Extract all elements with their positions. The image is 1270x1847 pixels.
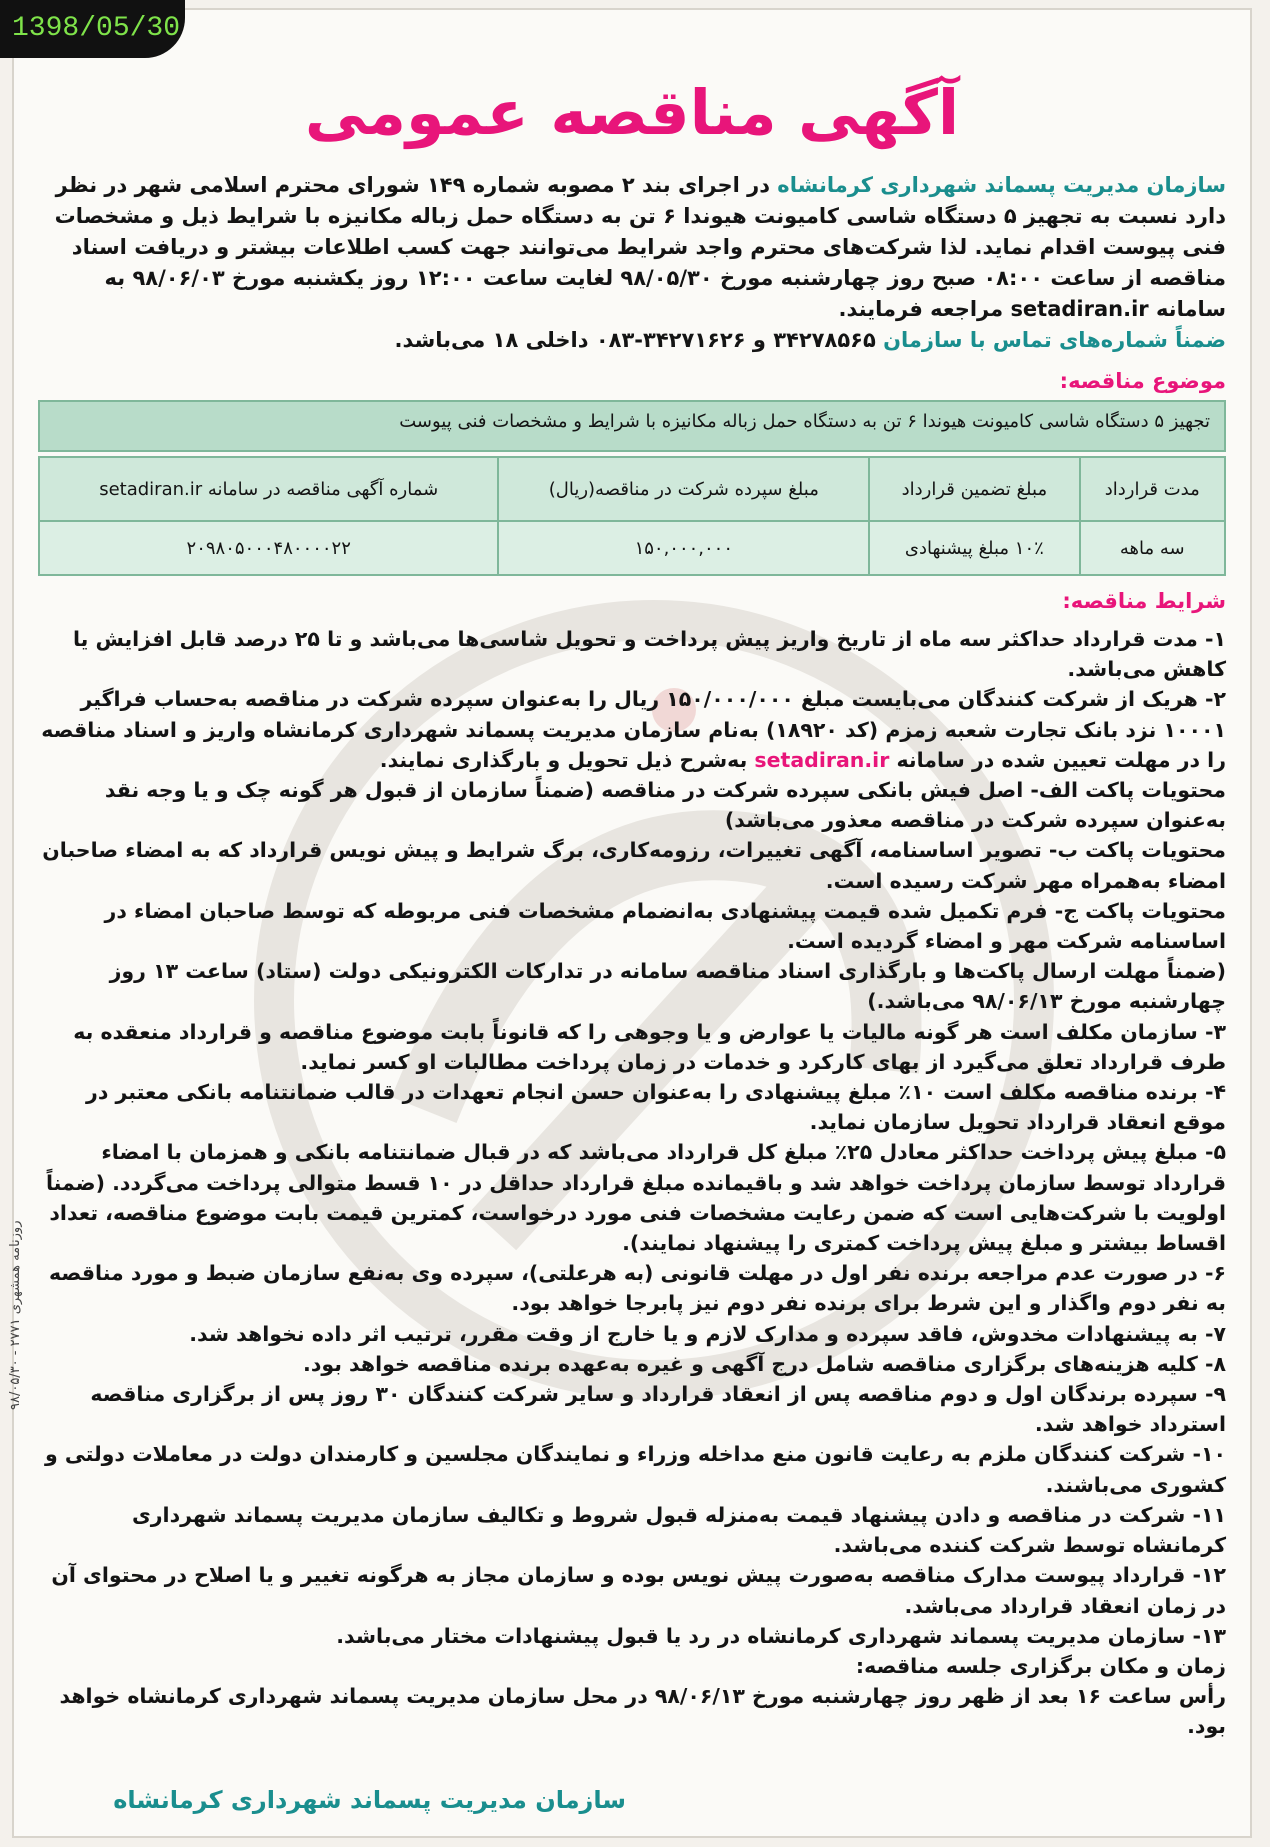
setadiran-link[interactable]: setadiran.ir — [754, 747, 890, 772]
subject-label: موضوع مناقصه: — [1059, 369, 1226, 393]
contact-line — [38, 325, 1226, 356]
condition-item: ۳- سازمان مکلف است هر گونه مالیات یا عوارض و یا وجوهی را که قانوناً بابت موضوع مناقصه و قرارداد منعقده به طرف قرارداد تعلق می‌گیرد از بهای کارکرد و خدمات در زمان پرداخت مطالبات او کسر نماید. — [73, 1019, 1226, 1074]
value-deposit: ۱۵۰,۰۰۰,۰۰۰ — [498, 521, 869, 575]
condition-item-tail: به‌شرح ذیل تحویل و بارگذاری نمایند. — [379, 747, 755, 772]
condition-item: ۱۲- قرارداد پیوست مدارک مناقصه به‌صورت پیش نویس بوده و سازمان مجاز به هرگونه تغییر و یا اصلاح در محتوای آن در زمان انعقاد قرارداد می‌باشد. — [51, 1563, 1226, 1618]
subject-box: تجهیز ۵ دستگاه شاسی کامیونت هیوندا ۶ تن به دستگاه حمل زباله مکانیزه با شرایط و مشخصات فنی پیوست — [38, 400, 1226, 452]
condition-item-text: ۲- هریک از شرکت کنندگان می‌بایست مبلغ ۱۵۰/۰۰۰/۰۰۰ ریال را به‌عنوان سپرده شرکت در مناقصه به‌حساب فراگیر ۱۰۰۰۱ نزد بانک تجارت شعبه زمزم (کد ۱۸۹۲۰) به‌نام سازمان مدیریت پسماند شهرداری کرمانشاه واریز و اسناد مناقصه را در مهلت تعیین شده در سامانه — [41, 687, 1226, 772]
condition-item: محتویات پاکت ب- تصویر اساسنامه، آگهی تغییرات، رزومه‌کاری، برگ شرایط و پیش نویس قرارداد که به امضاء صاحبان امضاء به‌همراه مهر شرکت رسیده است. — [42, 838, 1226, 893]
condition-item: ۱۰- شرکت کنندگان ملزم به رعایت قانون منع مداخله وزراء و نمایندگان مجلسین و کارمندان دولت در معاملات دولتی و کشوری می‌باشند. — [45, 1442, 1226, 1497]
condition-item: ۹- سپرده برندگان اول و دوم مناقصه پس از انعقاد قرارداد و سایر شرکت کنندگان ۳۰ روز پس از برگزاری مناقصه استرداد خواهد شد. — [90, 1382, 1226, 1437]
condition-item: ۱- مدت قرارداد حداکثر سه ماه از تاریخ واریز پیش پرداخت و تحویل شاسی‌ها می‌باشد و تا ۲۵ درصد قابل افزایش یا کاهش می‌باشد. — [72, 627, 1226, 682]
intro-text-2: مراجعه فرمایند. — [838, 297, 1011, 321]
header-notice-number: شماره آگهی مناقصه در سامانه setadiran.ir — [39, 457, 498, 521]
condition-item: ۸- کلیه هزینه‌های برگزاری مناقصه شامل درج آگهی و غیره به‌عهده برنده مناقصه خواهد بود. — [303, 1351, 1226, 1376]
contact-numbers: ۳۴۲۷۸۵۶۵ و ۳۴۲۷۱۶۲۶-۰۸۳ داخلی ۱۸ می‌باشد. — [394, 328, 884, 352]
intro-paragraph — [38, 170, 1226, 325]
condition-item: ۵- مبلغ پیش پرداخت حداکثر معادل ۲۵٪ مبلغ کل قرارداد می‌باشد که در قبال ضمانتنامه بانکی و همزمان با امضاء قرارداد توسط سازمان پرداخت خواهد شد و باقیمانده مبلغ قرارداد حداقل در ۱۰ قسط متوالی پرداخت می‌گردد. (ضمناً اولویت با شرکت‌هایی است که ضمن رعایت مشخصات فنی مورد درخواست، کمترین قیمت بابت موضوع مناقصه، تعداد اقساط بیشتر و مبلغ پیش پرداخت کمتری را پیشنهاد نمایند). — [45, 1140, 1226, 1256]
condition-item: رأس ساعت ۱۶ بعد از ظهر روز چهارشنبه مورخ ۹۸/۰۶/۱۳ در محل سازمان مدیریت پسماند شهرداری کرمانشاه خواهد بود. — [59, 1684, 1226, 1739]
condition-item: ۱۳- سازمان مدیریت پسماند شهرداری کرمانشاه در رد یا قبول پیشنهادات مختار می‌باشد. — [336, 1623, 1226, 1648]
condition-item: ۶- در صورت عدم مراجعه برنده نفر اول در مهلت قانونی (به هرعلتی)، سپرده وی به‌نفع سازمان ضبط و مورد مناقصه به نفر دوم واگذار و این شرط برای برنده نفر دوم نیز پابرجا خواهد بود. — [48, 1261, 1226, 1316]
conditions-list — [38, 624, 1226, 1742]
header-duration: مدت قرارداد — [1080, 457, 1225, 521]
condition-item: ۱۱- شرکت در مناقصه و دادن پیشنهاد قیمت به‌منزله قبول شروط و تکالیف سازمان مدیریت پسماند شهرداری کرمانشاه توسط شرکت کننده می‌باشد. — [131, 1502, 1226, 1558]
notice-title: آگهی مناقصه عمومی — [304, 76, 960, 149]
footer-signature: سازمان مدیریت پسماند شهرداری کرمانشاه — [113, 1786, 626, 1814]
condition-item: محتویات پاکت ج- فرم تکمیل شده قیمت پیشنهادی به‌انضمام مشخصات فنی مربوطه که توسط صاحبان امضاء در اساسنامه شرکت مهر و امضاء گردیده است. — [104, 898, 1226, 954]
header-deposit: مبلغ سپرده شرکت در مناقصه(ریال) — [498, 457, 869, 521]
condition-item: ۴- برنده مناقصه مکلف است ۱۰٪ مبلغ پیشنهادی را به‌عنوان حسن انجام تعهدات در قالب ضمانتنامه بانکی معتبر در موقع انعقاد قرارداد تحویل سازمان نماید. — [86, 1080, 1226, 1135]
setadiran-link[interactable]: setadiran.ir — [1010, 297, 1149, 321]
notice-body — [38, 10, 1226, 1840]
intro-text-1: در اجرای بند ۲ مصوبه شماره ۱۴۹ شورای محترم اسلامی شهر در نظر دارد نسبت به تجهیز ۵ دستگاه شاسی کامیونت هیوندا ۶ تن به دستگاه حمل زباله مکانیزه با شرایط ذیل و مشخصات فنی پیوست اقدام نماید. لذا شرکت‌های محترم واجد شرایط می‌توانند جهت کسب اطلاعات بیشتر و دریافت اسناد مناقصه از ساعت ۰۸:۰۰ صبح روز چهارشنبه مورخ ۹۸/۰۵/۳۰ لغایت ساعت ۱۲:۰۰ روز یکشنبه مورخ ۹۸/۰۶/۰۳ به سامانه — [54, 173, 1226, 321]
value-duration: سه ماهه — [1080, 521, 1225, 575]
contact-label: ضمناً شماره‌های تماس با سازمان — [883, 328, 1226, 352]
table-value-row — [39, 521, 1225, 575]
org-name: سازمان مدیریت پسماند شهرداری کرمانشاه — [777, 173, 1226, 197]
value-guarantee: ۱۰٪ مبلغ پیشنهادی — [869, 521, 1079, 575]
condition-item: ۷- به پیشنهادات مخدوش، فاقد سپرده و مدارک لازم و یا خارج از وقت مقرر، ترتیب اثر داده نخواهد شد. — [189, 1321, 1226, 1346]
header-guarantee: مبلغ تضمین قرارداد — [869, 457, 1079, 521]
condition-item: (ضمناً مهلت ارسال پاکت‌ها و بارگذاری اسناد مناقصه سامانه در تدارکات الکترونیکی دولت (ستاد) ساعت ۱۳ روز چهارشنبه مورخ ۹۸/۰۶/۱۳ می‌باشد.) — [109, 959, 1226, 1014]
condition-item: زمان و مکان برگزاری جلسه مناقصه: — [855, 1653, 1226, 1678]
condition-item — [38, 684, 1226, 775]
value-notice-number: ۲۰۹۸۰۵۰۰۰۴۸۰۰۰۰۲۲ — [39, 521, 498, 575]
condition-item: محتویات پاکت الف- اصل فیش بانکی سپرده شرکت در مناقصه (ضمناً سازمان از قبول هر گونه چک و یا وجه نقد به‌عنوان سپرده شرکت در مناقصه معذور می‌باشد) — [104, 778, 1226, 833]
tender-table — [38, 456, 1226, 576]
newspaper-clipping — [8, 8, 1252, 1838]
date-stamp: 1398/05/30 — [0, 0, 185, 58]
side-note: روزنامه همشهری ۲۷۷۱ - ۹۸/۰۵/۳۰ — [8, 1220, 23, 1410]
conditions-label: شرایط مناقصه: — [1062, 589, 1226, 613]
table-header-row — [39, 457, 1225, 521]
